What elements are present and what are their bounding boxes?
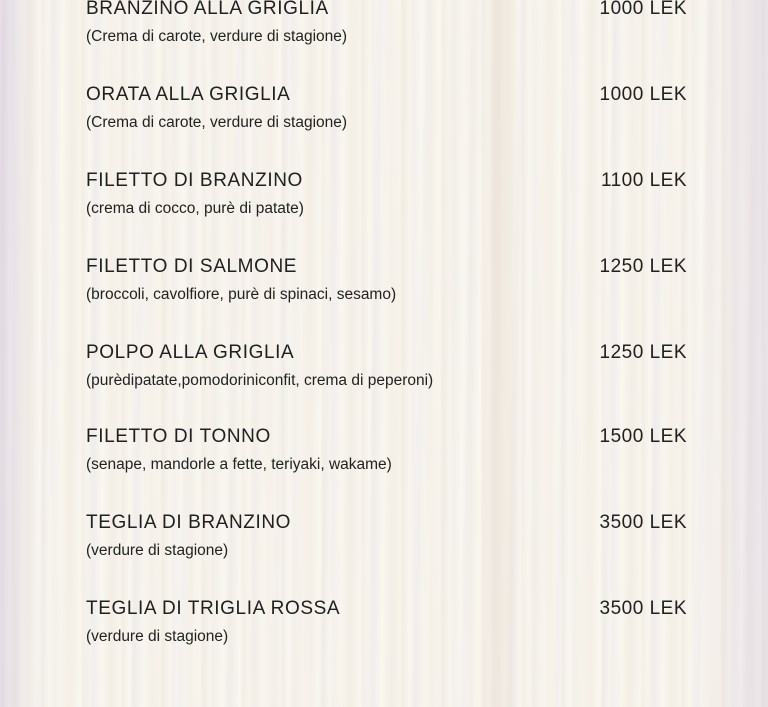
dish-name: FILETTO DI SALMONE: [86, 256, 298, 277]
dish-name: FILETTO DI BRANZINO: [86, 170, 303, 191]
dish-price: 1100 LEK: [600, 170, 687, 191]
dish-price: 1250 LEK: [599, 342, 687, 363]
dish-price: 1500 LEK: [599, 426, 687, 447]
dish-name: BRANZINO ALLA GRIGLIA: [86, 0, 329, 19]
dish-price: 3500 LEK: [599, 512, 687, 533]
dish-description: (verdure di stagione): [86, 542, 229, 559]
menu-item: [86, 596, 687, 682]
dish-description: (Crema di carote, verdure di stagione): [86, 114, 348, 131]
dish-description: (senape, mandorle a fette, teriyaki, wakame): [86, 456, 392, 473]
dish-name: TEGLIA DI BRANZINO: [86, 512, 292, 533]
dish-price: 1000 LEK: [599, 0, 687, 19]
dish-name: FILETTO DI TONNO: [86, 426, 271, 447]
menu-item: [86, 510, 687, 596]
dish-name: POLPO ALLA GRIGLIA: [86, 342, 295, 363]
dish-name: TEGLIA DI TRIGLIA ROSSA: [86, 598, 341, 619]
dish-price: 3500 LEK: [599, 598, 687, 619]
dish-description: (purèdipatate,pomodoriniconfit, crema di peperoni): [86, 372, 434, 389]
dish-name: ORATA ALLA GRIGLIA: [86, 84, 291, 105]
menu-item: [86, 254, 687, 340]
menu-item: [86, 424, 687, 510]
dish-description: (crema di cocco, purè di patate): [86, 200, 304, 217]
menu-item: [86, 0, 687, 82]
dish-description: (verdure di stagione): [86, 628, 229, 645]
dish-price: 1000 LEK: [599, 84, 687, 105]
menu-item: [86, 340, 687, 424]
menu-item: [86, 82, 687, 168]
menu-list: [86, 0, 687, 682]
menu-item: [86, 168, 687, 254]
dish-description: (Crema di carote, verdure di stagione): [86, 28, 348, 45]
dish-description: (broccoli, cavolfiore, purè di spinaci, sesamo): [86, 286, 397, 303]
dish-price: 1250 LEK: [599, 256, 687, 277]
